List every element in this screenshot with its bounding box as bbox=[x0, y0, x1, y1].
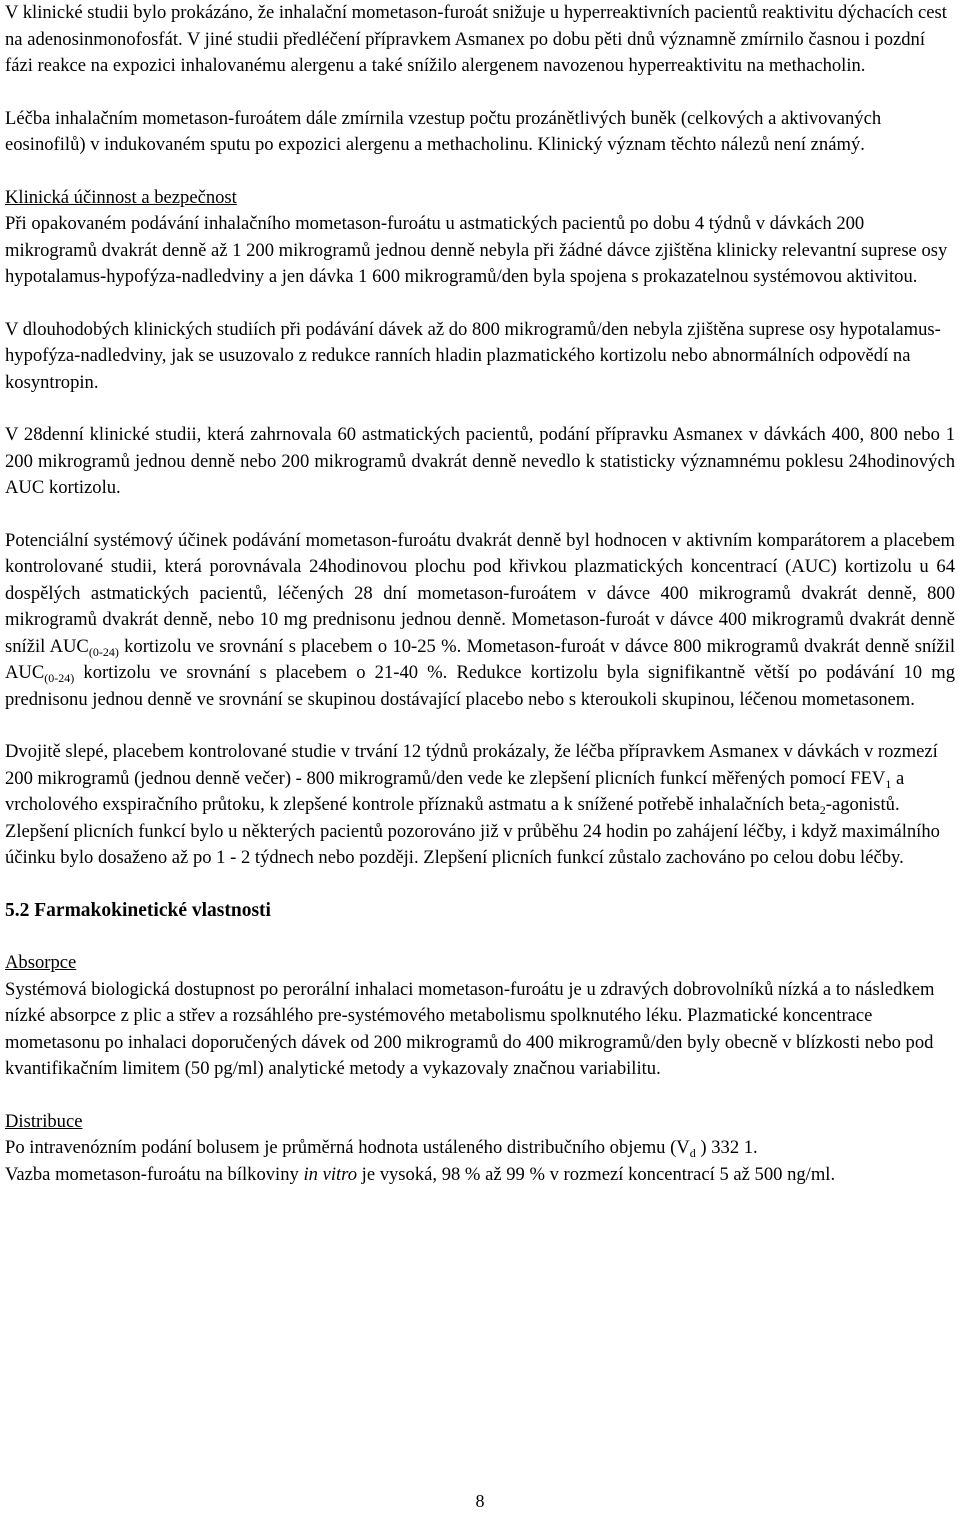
text-segment: kortizolu ve srovnání s placebem o 21-40 %. Redukce kortizolu byla signifikantně větší po podávání 10 mg prednisonu jednou denně ve srovnání se skupinou dostávající placebo nebo s kteroukoli skupinou, léčenou mometasonem. bbox=[5, 662, 955, 710]
subscript: (0-24) bbox=[44, 671, 75, 685]
text-segment: a vrcholového exspiračního průtoku, k zlepšené kontrole příznaků astmatu a k snížené potřebě inhalačních beta bbox=[5, 767, 905, 815]
text-segment: kortizolu ve srovnání s placebem o 10-25 %. Mometason-furoát v dávce 800 mikrogramů dvakrát denně snížil AUC bbox=[5, 635, 955, 683]
paragraph-repeated-dosing: Při opakovaném podávání inhalačního mometason-furoátu u astmatických pacientů po dobu 4 týdnů v dávkách 200 mikrogramů dvakrát denně až 1 200 mikrogramů jednou denně nebyla při žádné dávce zjištěna klinicky relevantní suprese osy hypotalamus-hypofýza-nadledviny a jen dávka 1 600 mikrogramů/den byla spojena s prokazatelnou systémovou aktivitou. bbox=[5, 213, 948, 287]
text-segment: je vysoká, 98 % až 99 % v rozmezí koncentrací 5 až 500 ng/ml. bbox=[357, 1163, 836, 1185]
paragraph-inflammatory-cells: Léčba inhalačním mometason-furoátem dále zmírnila vzestup počtu prozánětlivých buněk (celkových a aktivovaných eosinofilů) v indukovaném sputu po expozici alergenu a methacholinu. Klinický význam těchto nálezů není známý. bbox=[5, 107, 882, 155]
subscript: 2 bbox=[819, 803, 826, 817]
text-segment: -agonistů. Zlepšení plicních funkcí bylo u některých pacientů pozorováno již v průběhu 24 hodin po zahájení léčby, i když maximálního účinku bylo dosaženo až po 1 - 2 týdnech nebo později. Zlepšení plicních funkcí zůstalo zachováno po celou dobu léčby. bbox=[5, 794, 940, 868]
subscript: d bbox=[689, 1146, 696, 1160]
paragraph-distribution-volume bbox=[5, 1135, 955, 1162]
heading-clinical-efficacy: Klinická účinnost a bezpečnost bbox=[5, 186, 237, 208]
page-number: 8 bbox=[475, 1491, 485, 1511]
paragraph-28-day-study: V 28denní klinické studii, která zahrnovala 60 astmatických pacientů, podání přípravku Asmanex v dávkách 400, 800 nebo 1 200 mikrogramů jednou denně nebo 200 mikrogramů dvakrát denně nevedlo k statisticky významnému poklesu 24hodinových AUC kortizolu. bbox=[5, 424, 955, 498]
paragraph-absorption: Systémová biologická dostupnost po perorální inhalaci mometason-furoátu je u zdravých dobrovolníků nízká a to následkem nízké absorpce z plic a střev a rozsáhlého pre-systémového metabolismu spolknutého léku. Plazmatické koncentrace mometasonu po inhalaci doporučených dávek od 200 mikrogramů do 400 mikrogramů/den byly obecně v blízkosti nebo pod kvantifikačním limitem (50 pg/ml) analytické metody a vykazovaly značnou variabilitu. bbox=[5, 978, 935, 1079]
paragraph-double-blind-studies bbox=[5, 739, 955, 872]
paragraph-protein-binding bbox=[5, 1162, 955, 1189]
subscript: (0-24) bbox=[88, 644, 119, 659]
section-heading-pharmacokinetics: 5.2 Farmakokinetické vlastnosti bbox=[5, 899, 271, 921]
heading-absorption: Absorpce bbox=[5, 952, 77, 973]
italic-term: in vitro bbox=[303, 1163, 357, 1185]
text-segment: Vazba mometason-furoátu na bílkoviny bbox=[5, 1163, 304, 1185]
text-segment: Dvojitě slepé, placebem kontrolované studie v trvání 12 týdnů prokázaly, že léčba přípravkem Asmanex v dávkách v rozmezí 200 mikrogramů (jednou denně večer) - 800 mikrogramů/den vede ke zlepšení plicních funkcí měřených pomocí FEV bbox=[5, 741, 938, 789]
text-segment: ) 332 1. bbox=[695, 1137, 758, 1158]
paragraph-systemic-effect bbox=[5, 528, 955, 714]
text-segment: Po intravenózním podání bolusem je průměrná hodnota ustáleného distribučního objemu (V bbox=[5, 1137, 690, 1158]
text-segment: Potenciální systémový účinek podávání mometason-furoátu dvakrát denně byl hodnocen v aktivním komparátorem a placebem kontrolované studii, která porovnávala 24hodinovou plochu pod křivkou plazmatických koncentrací (AUC) kortizolu u 64 dospělých astmatických pacientů, léčených 28 dní mometason-furoátem v dávce 400 mikrogramů dvakrát denně, 800 mikrogramů dvakrát denně, nebo 10 mg prednisonu jednou denně. Mometason-furoát v dávce 400 mikrogramů dvakrát denně snížil AUC bbox=[5, 529, 955, 657]
paragraph-long-term-studies: V dlouhodobých klinických studiích při podávání dávek až do 800 mikrogramů/den nebyla zjištěna suprese osy hypotalamus-hypofýza-nadledviny, jak se usuzovalo z redukce ranních hladin plazmatického kortizolu nebo abnormálních odpovědí na kosyntropin. bbox=[5, 318, 941, 393]
document-page bbox=[5, 0, 955, 1188]
heading-distribution: Distribuce bbox=[5, 1110, 83, 1132]
subscript: 1 bbox=[885, 776, 892, 791]
paragraph-hyperreactivity: V klinické studii bylo prokázáno, že inhalační mometason-furoát snižuje u hyperreaktivních pacientů reaktivitu dýchacích cest na adenosinmonofosfát. V jiné studii předléčení přípravkem Asmanex po dobu pěti dnů významně zmírnilo časnou i pozdní fázi reakce na expozici inhalovanému alergenu a také snížilo alergenem navozenou hyperreaktivitu na methacholin. bbox=[5, 2, 947, 76]
